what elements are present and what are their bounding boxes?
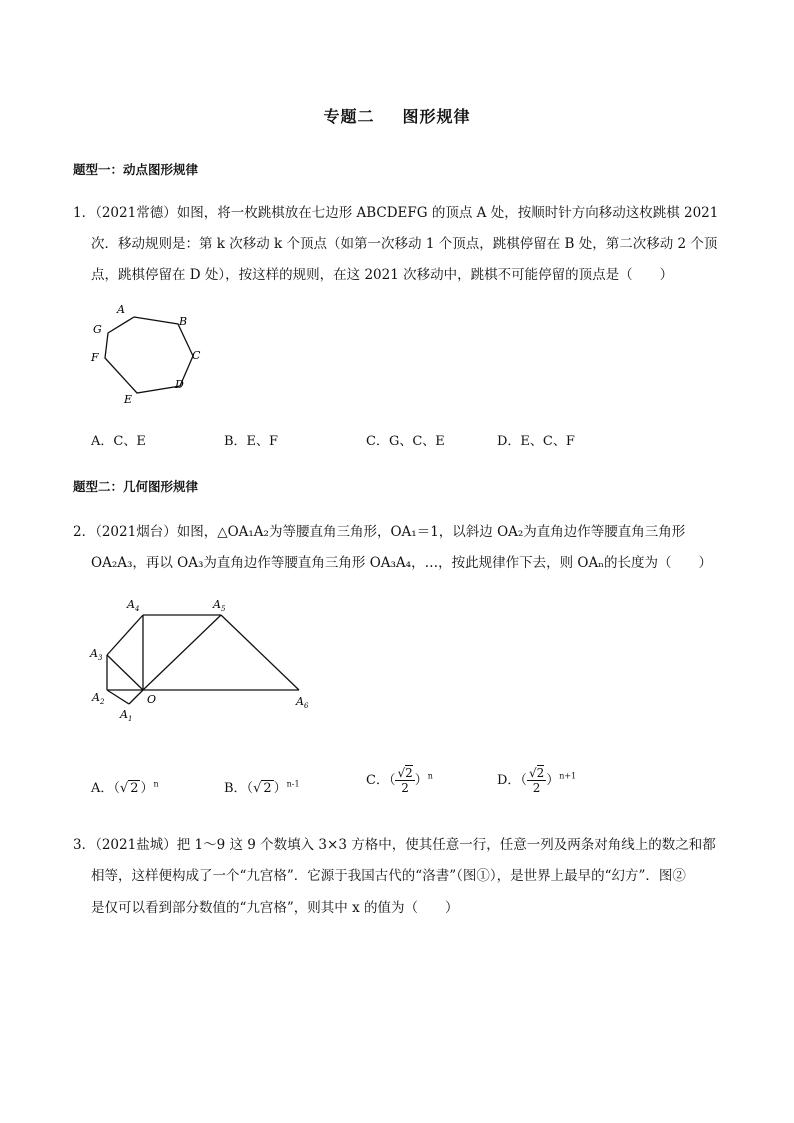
q2-option-c[interactable] xyxy=(366,766,433,795)
q2-option-b-suffix: ） xyxy=(273,781,287,796)
vertex-label-f: F xyxy=(91,351,99,364)
section-heading-2: 题型二：几何图形规律 xyxy=(73,479,199,494)
point-label-a3: $A_3$ xyxy=(90,647,103,662)
q2-option-b-exponent: n-1 xyxy=(286,779,300,789)
q1-line-3: 点，跳棋停留在 D 处），按这样的规则，在这 2021 次移动中，跳棋不可能停留的顶点是（ ） xyxy=(91,267,674,283)
q2-option-d-suffix: ） xyxy=(546,773,560,788)
q3-line-3: 是仅可以看到部分数值的“九宫格”，则其中 x 的值为（ ） xyxy=(91,900,459,916)
q2-option-b-prefix: B．（ xyxy=(224,781,254,796)
point-label-o: O xyxy=(147,693,157,706)
q1-option-d[interactable]: D．E、C、F xyxy=(497,434,575,449)
q2-option-d[interactable] xyxy=(497,766,576,795)
q2-option-a-suffix: ） xyxy=(140,781,154,796)
q1-line-2: 次．移动规则是：第 k 次移动 k 个顶点（如第一次移动 1 个顶点，跳棋停留在 B 处，第二次移动 2 个顶 xyxy=(91,236,718,252)
vertex-label-c: C xyxy=(192,349,201,362)
vertex-label-b: B xyxy=(179,315,188,328)
title-left: 专题二 xyxy=(323,107,375,126)
q2-option-d-prefix: D．（ xyxy=(497,773,527,788)
q2-option-a-exponent: n xyxy=(153,779,159,789)
sqrt-icon: √ 2 xyxy=(253,781,272,796)
vertex-label-d: D xyxy=(175,378,184,391)
q2-option-c-denominator: 2 xyxy=(401,781,409,795)
q2-option-b[interactable] xyxy=(224,777,300,796)
point-label-a5: $A_5$ xyxy=(213,598,226,613)
q2-option-c-numerator: √2 xyxy=(397,766,413,780)
q2-option-a-radicand: 2 xyxy=(130,781,139,796)
vertex-label-g: G xyxy=(93,323,102,336)
q2-line-1: 2．（2021烟台）如图，△OA₁A₂为等腰直角三角形，OA₁＝1，以斜边 OA₂为直角边作等腰直角三角形 xyxy=(73,524,686,540)
vertex-label-a: A xyxy=(117,303,125,316)
q2-option-d-numerator: √2 xyxy=(528,766,545,780)
title-right: 图形规律 xyxy=(402,107,471,126)
q1-option-a[interactable]: A．C、E xyxy=(91,434,146,449)
q1-option-c[interactable]: C．G、C、E xyxy=(366,434,445,449)
q2-option-c-exponent: n xyxy=(427,771,433,781)
point-label-a1: $A_1$ xyxy=(120,708,133,723)
q1-line-1: 1．（2021常德）如图，将一枚跳棋放在七边形 ABCDEFG 的顶点 A 处，按顺时针方向移动这枚跳棋 2021 xyxy=(73,205,719,221)
q2-line-2: OA₂A₃，再以 OA₃为直角边作等腰直角三角形 OA₃A₄，…，按此规律作下去，则 OAₙ的长度为（ ） xyxy=(91,555,713,571)
q2-option-c-fraction xyxy=(395,766,414,795)
q2-option-b-radicand: 2 xyxy=(263,781,272,796)
q1-option-b[interactable]: B．E、F xyxy=(224,434,279,449)
q3-line-2: 相等，这样便构成了一个“九宫格”．它源于我国古代的“洛書”（图①），是世界上最早的“幻方”．图② xyxy=(91,868,686,884)
q2-option-d-denominator: 2 xyxy=(532,781,541,795)
q2-option-c-prefix: C．（ xyxy=(366,773,396,788)
q3-line-1: 3．（2021盐城）把 1～9 这 9 个数填入 3×3 方格中，使其任意一行，任意一列及两条对角线上的数之和都 xyxy=(73,837,716,853)
spiral-lines xyxy=(107,615,299,704)
point-label-a2: $A_2$ xyxy=(92,691,105,706)
q2-option-a[interactable] xyxy=(91,777,159,796)
triangle-spiral-figure xyxy=(85,595,325,730)
page-title xyxy=(0,104,794,127)
q2-option-d-exponent: n+1 xyxy=(559,771,577,781)
point-label-a4: $A_4$ xyxy=(127,598,140,613)
vertex-label-e: E xyxy=(124,393,133,406)
heptagon-figure xyxy=(85,300,215,410)
q2-option-c-suffix: ） xyxy=(414,773,428,788)
q2-option-a-prefix: A．（ xyxy=(91,781,120,796)
section-heading-1: 题型一：动点图形规律 xyxy=(73,162,199,177)
q2-option-d-fraction xyxy=(527,766,546,795)
sqrt-icon: √ 2 xyxy=(119,781,139,796)
point-label-a6: $A_6$ xyxy=(296,695,309,710)
